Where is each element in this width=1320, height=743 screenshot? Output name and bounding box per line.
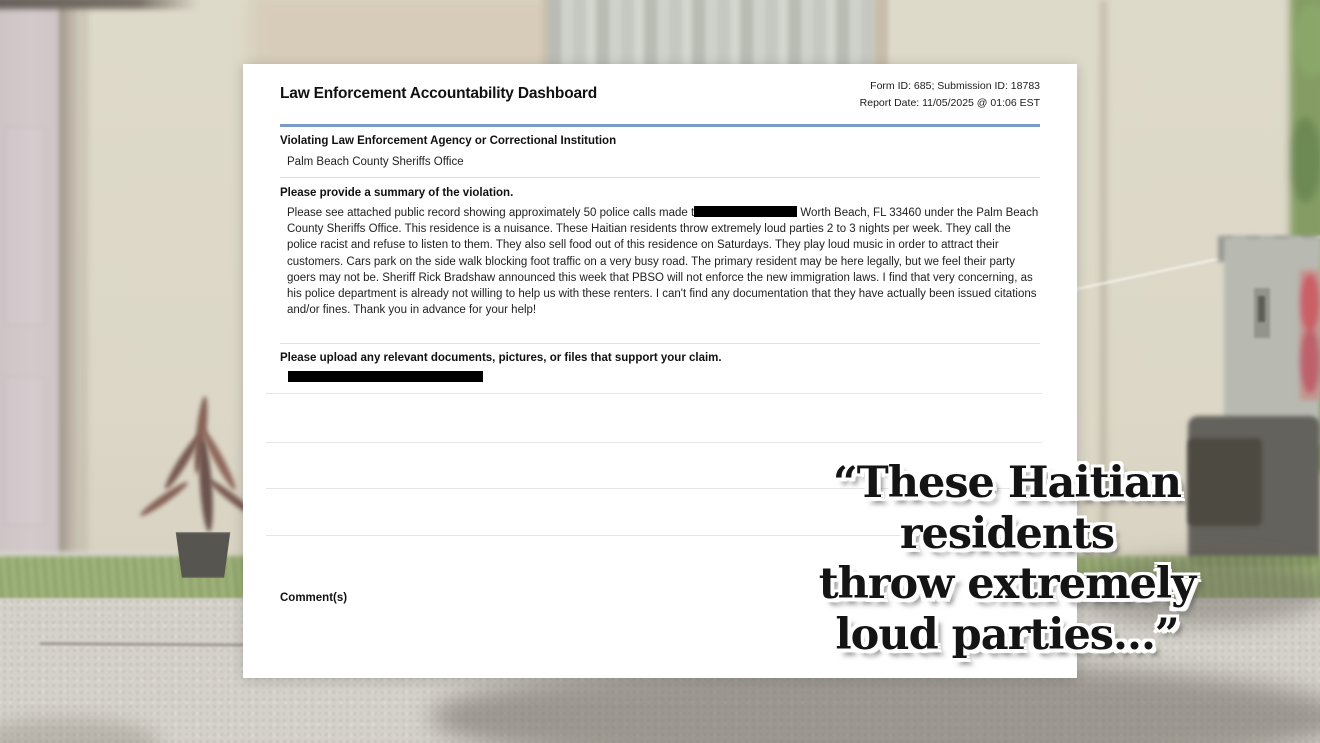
redaction-bar-upload [288,371,483,382]
empty-field-line [266,442,1042,443]
section-divider [280,177,1040,178]
quote-line: loud parties...” [835,609,1179,660]
quote-line: throw extremely [818,559,1196,609]
form-id-line: Form ID: 685; Submission ID: 18783 [870,80,1040,92]
summary-section-heading: Please provide a summary of the violation. [280,187,514,199]
blue-divider [280,124,1040,127]
agency-section-heading: Violating Law Enforcement Agency or Correctional Institution [280,135,617,147]
redaction-bar-address [694,206,797,217]
section-divider [280,343,1040,344]
report-date-line: Report Date: 11/05/2025 @ 01:06 EST [859,97,1040,109]
summary-text-after: Worth Beach, FL 33460 under the Palm Beach County Sheriffs Office. This residence is a nuisance. These Haitian residents throw extremely loud parties 2 to 3 nights per week. They call the police racist and refuse to listen to them. They also sell food out of this residence on Saturdays. They play loud music in order to attract their customers. Cars park on the side walk blocking foot traffic on a very busy road. The primary resident may be here legally, but we feel their party goers may not be. Sheriff Rick Bradshaw announced this week that PBSO will not enforce the new immigration laws. I find that very concerning, as his police department is already not willing to help us with these renters. I can't find any documentation that they have actually been issued citations and/or fines. Thank you in advance for your help! [287,207,1039,317]
summary-text-before: Please see attached public record showing approximately 50 police calls made t [287,207,695,219]
quote-line: “These Haitian [832,458,1182,508]
agency-value: Palm Beach County Sheriffs Office [287,156,464,168]
quote-line: residents [899,508,1115,559]
comments-section-heading: Comment(s) [280,592,348,604]
pull-quote-overlay [793,458,1221,660]
empty-field-line [266,393,1042,394]
violation-summary-text [287,205,1039,318]
upload-section-heading: Please upload any relevant documents, pictures, or files that support your claim. [280,352,722,364]
document-meta [860,78,1040,112]
document-title: Law Enforcement Accountability Dashboard [280,85,597,102]
